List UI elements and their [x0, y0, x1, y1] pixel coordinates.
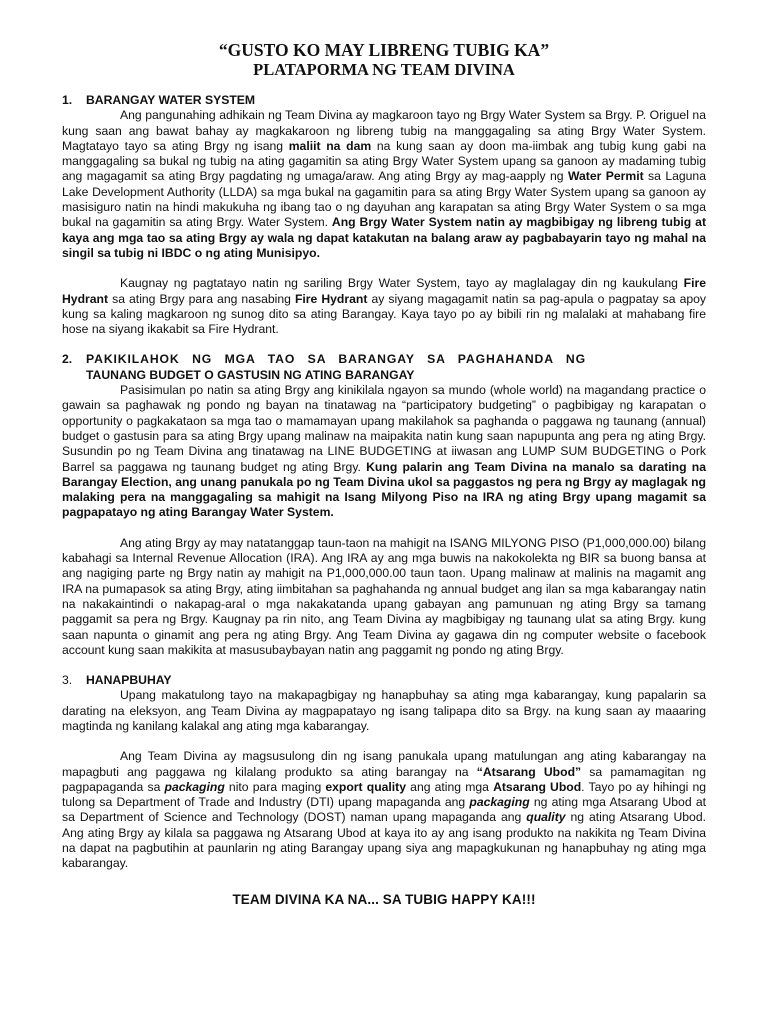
text-run: ng ating mga Atsarang Ubod at sa Department of Science and Technology (DOST) naman upang mapaganda ang — [62, 795, 706, 825]
text-run: sa ating Brgy para ang nasabing — [108, 291, 295, 306]
text-run: ng ating Atsarang Ubod. Ang ating Brgy ay kilala sa paggawa ng Atsarang Ubod at kaya ito ay ang isang produkto na nakikita ng Team Divina na dapat na pagbutihin at paunlarin ng ating Barangay upang siya ang mapagkukunan ng hanapbuhay ng ating mga kabarangay. — [62, 810, 706, 871]
section-2-title-continued: TAUNANG BUDGET O GASTUSIN NG ATING BARANGAY — [86, 367, 415, 382]
text-run: ang ating mga — [406, 779, 494, 794]
text-run: Ang Team Divina ay magsusulong din ng isang panukala upang matulungan ang ating kabarangay na mapagbuti ang paggawa ng kilalang produkto sa ating barangay na — [62, 749, 706, 779]
section-2-heading — [62, 352, 706, 383]
text-run: ay siyang magagamit natin sa pag-apula o pagpatay sa apoy kung sa kaling magkaroon ng sunog dito sa ating Barangay. Kaya tayo po ay bibili rin ng malalaki at mahabang fire hose na siyang ikakabit sa Fire Hydrant. — [62, 291, 706, 337]
section-1-paragraph-1 — [62, 108, 706, 261]
emphasized-text: Kung palarin ang Team Divina na manalo sa darating na Barangay Election, ang unang panukala po ng Team Divina ukol sa paggastos ng pera ng Brgy ay maglagak ng malaking pera na manggagaling sa mahigit na Isang Milyong Piso na IRA ng ating Brgy upang magamit sa pagpapatayo ng ating Barangay Water System. — [62, 459, 706, 520]
section-1-title: BARANGAY WATER SYSTEM — [86, 93, 256, 107]
text-run: sa Laguna Lake Development Authority (LLDA) sa mga bukal na gagamitin para sa ating Brgy Water System upang sa ganoon ay masisiguro natin na hindi makukuha ng ibang tao o ng dayuhan ang karapatan sa ating Brgy Water System o sa mga bukal na gagamitin sa ating Brgy. Water System. — [62, 169, 706, 230]
emphasized-text: Fire Hydrant — [62, 276, 706, 306]
emphasized-text: packaging — [164, 779, 225, 794]
emphasized-text: Water Permit — [567, 169, 644, 184]
emphasized-text: Fire Hydrant — [294, 291, 368, 306]
closing-slogan: TEAM DIVINA KA NA... SA TUBIG HAPPY KA!!! — [232, 891, 536, 907]
section-1-paragraph-2 — [62, 276, 706, 337]
text-run: . Tayo po ay hihingi ng tulong sa Department of Trade and Industry (DTI) upang mapaganda ang — [62, 779, 706, 810]
section-2 — [62, 352, 706, 658]
emphasized-text: export quality — [325, 779, 407, 794]
section-3 — [62, 673, 706, 872]
text-run: sa pamamagitan ng pagpapaganda sa — [62, 764, 706, 794]
section-1-number: 1. — [62, 93, 73, 107]
section-3-paragraph-1 — [62, 688, 706, 734]
emphasized-text: maliit na dam — [288, 138, 372, 153]
document-subtitle: PLATAPORMA NG TEAM DIVINA — [253, 60, 515, 79]
emphasized-text: Ang Brgy Water System natin ay magbibigay ng libreng tubig at kaya ang mga tao sa ating Brgy ay wala ng dapat katakutan na balang araw ay pagbabayarin tayo ng mahal na singil sa tubig ni IBDC o ng ating Munisipyo. — [62, 215, 706, 260]
emphasized-text: packaging — [469, 795, 530, 810]
text-run: Upang makatulong tayo na makapagbigay ng hanapbuhay sa ating mga kabarangay, kung papalarin sa darating na eleksyon, ang Team Divina ay magpapatayo ng isang talipapa dito sa Brgy. na kung saan ay maaaring magtinda ng kanilang kalakal ang ating mga kabarangay. — [62, 688, 706, 733]
section-2-paragraph-1 — [62, 383, 706, 521]
section-2-paragraph-2 — [62, 536, 706, 658]
section-3-number: 3. — [62, 673, 73, 688]
text-run: Pasisimulan po natin sa ating Brgy ang kinikilala ngayon sa mundo (whole world) na magandang practice o gawain sa paghawak ng pondo ng bayan na tinatawag na “participatory budgeting” o pagbibigay ng karapatan o opportunity o pagkakataon sa mga tao o mamamayan upang makilahok sa paghanda o paggawa ng taunang (annual) budget o gastusin para sa ating Brgy upang malinaw na maipakita natin kung saan napupunta ang pera ng ating Brgy. Susundin po ng Team Divina ang tinatawag na LINE BUDGETING at iiwasan ang LUMP SUM BUDGETING o Pork Barrel sa paggawa ng taunang budget ng ating Brgy. — [62, 383, 706, 474]
text-run: Ang pangunahing adhikain ng Team Divina ay magkaroon tayo ng Brgy Water System sa Brgy. P. Origuel na kung saan ang bawat bahay ay magkakaroon ng libreng tubig na manggagaling sa ating Brgy Water System. Magtatayo tayo sa ating Brgy ng isang — [62, 108, 706, 153]
section-3-paragraph-2 — [62, 749, 706, 871]
section-2-title: PAKIKILAHOK NG MGA TAO SA BARANGAY SA PAGHAHANDA NG — [86, 352, 586, 367]
section-1-heading — [62, 93, 706, 108]
emphasized-text: quality — [526, 810, 566, 825]
emphasized-text: Atsarang Ubod — [493, 779, 582, 794]
text-run: na kung saan ay doon ma-iimbak ang tubig kung gabi na manggagaling sa bukal ng tubig na ating gagamitin sa ating Brgy Water System upang sa ganoon ay madaming tubig ang magagamit sa ating Brgy pagdating ng umaga/araw. Ang ating Brgy ay mag-aapply ng — [62, 138, 706, 184]
document-title: “GUSTO KO MAY LIBRENG TUBIG KA” — [218, 40, 550, 60]
section-1 — [62, 93, 706, 337]
section-2-number: 2. — [62, 352, 73, 367]
text-run: Kaugnay ng pagtatayo natin ng sariling Brgy Water System, tayo ay maglalagay din ng kaukulang — [120, 276, 684, 291]
section-3-heading — [62, 673, 706, 688]
text-run: nito para maging — [224, 779, 326, 794]
emphasized-text: “Atsarang Ubod” — [476, 764, 582, 779]
section-3-title: HANAPBUHAY — [86, 673, 172, 688]
text-run: Ang ating Brgy ay may natatanggap taun-taon na mahigit na ISANG MILYONG PISO (P1,000,000.00) bilang kabahagi sa Internal Revenue Allocation (IRA). Ang IRA ay ang mga buwis na nakokolekta ng BIR sa buong bansa at ang nagiging parte ng Brgy natin ay mahigit na P1,000,000.00 taun taon. Upang malinaw at malinis na magamit ang IRA na pumapasok sa ating Brgy, ating iimbitahan sa paghahanda ng annual budget ang ilan sa mga kabarangay natin na nakakaintindi o nakapag-aral o mga nakakatanda upang gabayan ang pamunuan ng ating Brgy sa tamang paggamit sa pera ng Brgy. Kaugnay pa rin nito, ang Team Divina ay magbibigay ng taunang ulat sa ating Brgy. kung saan napunta o ginamit ang pera ng ating Brgy. Ang Team Divina ay gagawa din ng computer website o facebook account kung saan makikita at masusubaybayan natin ang paggamit ng pondo ng ating Brgy. — [62, 535, 706, 657]
